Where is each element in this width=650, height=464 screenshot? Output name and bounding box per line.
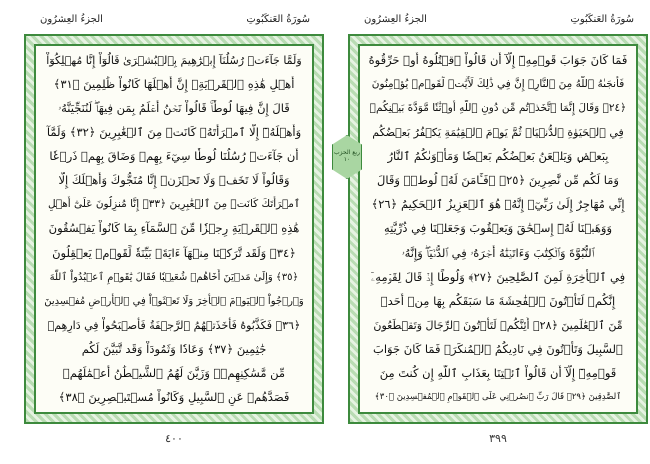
verse-line: وَلَمَّا جَآءَتۡ رُسُلُنَآ إِبۡرَٰهِيمَ بِٱلۡبُشۡرَىٰ قَالُوٓاْ إِنَّا مُهۡلِكُوٓاْ <box>46 54 302 67</box>
verse-line: وَقَالُواْ لَا تَخَفۡ وَلَا تَحۡزَنۡ إِنَّا مُنَجُّوكَ وَأَهۡلَكَ إِلَّا <box>58 173 290 188</box>
verse-line: ٱمۡرَأَتَكَ كَانَتۡ مِنَ ٱلۡغَٰبِرِينَ ﴿٣٣﴾ إِنَّا مُنزِلُونَ عَلَىٰٓ أَهۡلِ <box>47 198 301 211</box>
decorative-frame <box>24 34 324 424</box>
verse-line: ٱلصَّٰدِقِينَ ﴿٢٩﴾ قَالَ رَبِّ ٱنصُرۡنِي عَلَى ٱلۡقَوۡمِ ٱلۡمُفۡسِدِينَ ﴿٣٠﴾ <box>374 391 622 402</box>
verse-line: ﴿٢٤﴾ وَقَالَ إِنَّمَا ٱتَّخَذۡتُم مِّن دُونِ ٱللَّهِ أَوۡثَٰنٗا مَّوَدَّةَ بَيۡنِكُمۡ <box>369 102 627 115</box>
verse-line: وَمَا لَكُم مِّن نَّٰصِرِينَ ﴿٢٥﴾ ۞فَـَٔامَنَ لَهُۥ لُوطٞۘ وَقَالَ <box>377 173 619 188</box>
verse-line: فَمَا كَانَ جَوَابَ قَوۡمِهِۦٓ إِلَّآ أَن قَالُواْ ٱقۡتُلُوهُ أَوۡ حَرِّقُوهُ <box>368 53 628 67</box>
hizb-marker <box>330 135 364 179</box>
verse-line: هَٰذِهِ ٱلۡقَرۡيَةِ رِجۡزٗا مِّنَ ٱلسَّمَآءِ بِمَا كَانُواْ يَفۡسُقُونَ <box>48 221 300 236</box>
verse-line: مِّن مَّسَٰكِنِهِمۡۖ وَزَيَّنَ لَهُمُ ٱلشَّيۡطَٰنُ أَعۡمَٰلَهُمۡ <box>62 365 286 380</box>
verse-lines <box>368 52 628 406</box>
page-right <box>330 0 648 464</box>
verse-line: فِي ٱلۡأٓخِرَةِ لَمِنَ ٱلصَّٰلِحِينَ ﴿٢٧﴾ وَلُوطًا إِذۡ قَالَ لِقَوۡمِهِۦٓ <box>370 269 626 284</box>
page-number: ٤٠٠ <box>165 432 183 445</box>
verse-line: ﴿٣٦﴾ فَكَذَّبُوهُ فَأَخَذَتۡهُمُ ٱلرَّجۡفَةُ فَأَصۡبَحُواْ فِي دَارِهِمۡ <box>47 318 301 332</box>
verse-line: أَهۡلِ هَٰذِهِ ٱلۡقَرۡيَةِۖ إِنَّ أَهۡلَهَا كَانُواْ ظَٰلِمِينَ ﴿٣١﴾ <box>53 77 295 92</box>
verse-line: وَأَهۡلَهُۥٓ إِلَّا ٱمۡرَأَتَهُۥ كَانَتۡ مِنَ ٱلۡغَٰبِرِينَ ﴿٣٢﴾ وَلَمَّآ <box>46 125 302 140</box>
verse-line: أَن جَآءَتۡ رُسُلُنَا لُوطٗا سِيٓءَ بِهِمۡ وَضَاقَ بِهِمۡ ذَرۡعٗا <box>49 149 299 164</box>
verse-line: قَالَ إِنَّ فِيهَا لُوطٗاۚ قَالُواْ نَحۡنُ أَعۡلَمُ بِمَن فِيهَاۖ لَنُنَجِّيَنَّهُۥ <box>58 101 290 116</box>
verse-line: ﴿٣٤﴾ وَلَقَد تَّرَكۡنَا مِنۡهَآ ءَايَةَۢ بَيِّنَةٗ لِّقَوۡمٖ يَعۡقِلُونَ <box>52 245 296 260</box>
verse-line: وَوَهَبۡنَا لَهُۥٓ إِسۡحَٰقَ وَيَعۡقُوبَ وَجَعَلۡنَا فِي ذُرِّيَّتِهِ <box>383 221 613 236</box>
verse-line: فَصَدَّهُمۡ عَنِ ٱلسَّبِيلِ وَكَانُواْ مُسۡتَبۡصِرِينَ ﴿٣٨﴾ <box>58 389 290 404</box>
verse-line: ٱلنُّبُوَّةَ وَٱلۡكِتَٰبَ وَءَاتَيۡنَٰهُ أَجۡرَهُۥ فِي ٱلدُّنۡيَاۖ وَإِنَّهُۥ <box>401 245 595 260</box>
surah-label: سُورَةُ العَنكَبُوتِ <box>570 14 634 25</box>
page-header <box>364 14 634 28</box>
verse-line: وَٱرۡجُواْ ٱلۡيَوۡمَ ٱلۡأٓخِرَ وَلَا تَعۡثَوۡاْ فِي ٱلۡأَرۡضِ مُفۡسِدِينَ <box>44 295 304 307</box>
text-panel <box>358 44 638 414</box>
decorative-frame <box>348 34 648 424</box>
juz-label: الجزءُ العِشرُون <box>40 14 103 25</box>
verse-line: إِنِّي مُهَاجِرٌ إِلَىٰ رَبِّيٓۖ إِنَّهُۥ هُوَ ٱلۡعَزِيزُ ٱلۡحَكِيمُ ﴿٢٦﴾ <box>371 197 625 212</box>
verse-line: قَوۡمِهِۦٓ إِلَّآ أَن قَالُواْ ٱئۡتِنَا بِعَذَابِ ٱللَّهِ إِن كُنتَ مِنَ <box>379 365 617 380</box>
verse-line: فَأَنجَىٰهُ ٱللَّهُ مِنَ ٱلنَّارِۚ إِنَّ فِي ذَٰلِكَ لَأٓيَٰتٖ لِّقَوۡمٖ يُؤۡمِنُونَ <box>371 78 625 91</box>
verse-line: إِنَّكُمۡ لَتَأۡتُونَ ٱلۡفَٰحِشَةَ مَا سَبَقَكُم بِهَا مِنۡ أَحَدٖ <box>380 293 616 308</box>
verse-lines <box>44 52 304 406</box>
verse-line: فِي ٱلۡحَيَوٰةِ ٱلدُّنۡيَاۖ ثُمَّ يَوۡمَ ٱلۡقِيَٰمَةِ يَكۡفُرُ بَعۡضُكُم <box>372 126 624 140</box>
verse-line: ٱلسَّبِيلَ وَتَأۡتُونَ فِي نَادِيكُمُ ٱلۡمُنكَرَۖ فَمَا كَانَ جَوَابَ <box>373 341 623 356</box>
verse-line: بِبَعۡضٖ وَيَلۡعَنُ بَعۡضُكُم بَعۡضٗا وَمَأۡوَىٰكُمُ ٱلنَّارُ <box>387 149 609 164</box>
page-number: ٣٩٩ <box>489 432 507 445</box>
verse-line: مِّنَ ٱلۡعَٰلَمِينَ ﴿٢٨﴾ أَئِنَّكُمۡ لَتَأۡتُونَ ٱلرِّجَالَ وَتَقۡطَعُونَ <box>373 318 623 332</box>
verse-line: جَٰثِمِينَ ﴿٣٧﴾ وَعَادٗا وَثَمُودَاْ وَقَد تَّبَيَّنَ لَكُم <box>81 341 267 356</box>
juz-label: الجزءُ العِشرُون <box>364 14 427 25</box>
text-panel <box>34 44 314 414</box>
verse-line: ﴿٣٥﴾ وَإِلَىٰ مَدۡيَنَ أَخَاهُمۡ شُعَيۡبٗا فَقَالَ يَٰقَوۡمِ ٱعۡبُدُواْ ٱللَّهَ <box>49 271 299 283</box>
page-header <box>40 14 310 28</box>
page-left <box>6 0 324 464</box>
surah-label: سُورَةُ العَنكَبُوتِ <box>246 14 310 25</box>
hizb-label: ربع الحزب ١٠ <box>334 149 360 163</box>
